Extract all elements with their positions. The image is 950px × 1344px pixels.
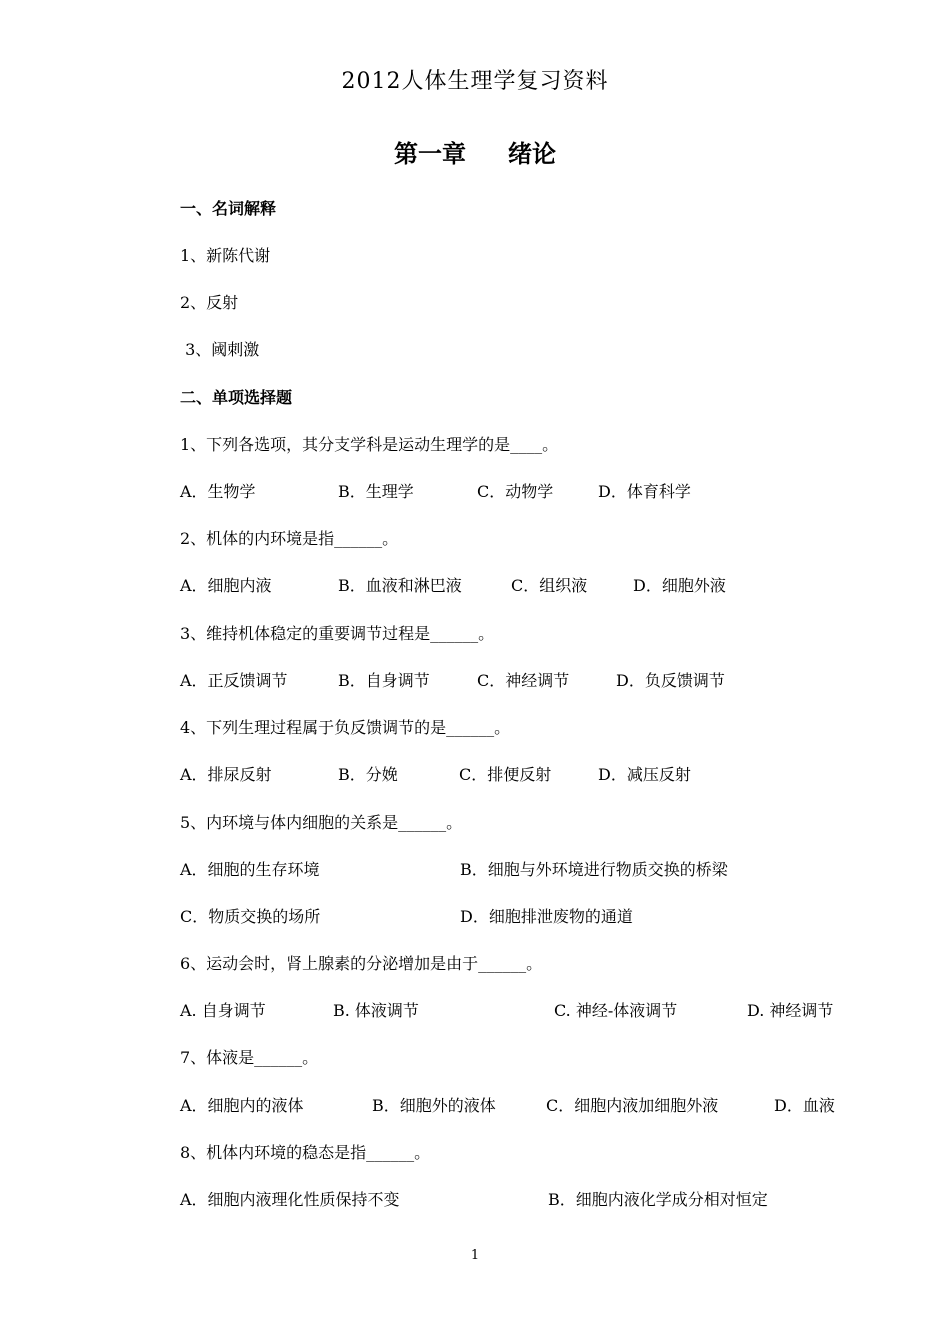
option-d: D．体育科学 xyxy=(598,482,691,501)
page-number: 1 xyxy=(470,1248,480,1263)
option-c: C．细胞内液加细胞外液 xyxy=(546,1096,719,1115)
chapter-heading xyxy=(0,134,950,169)
term-item: 3、阈刺激 xyxy=(180,340,260,359)
chapter-name: 绪论 xyxy=(508,140,556,168)
option-d: D．细胞排泄废物的通道 xyxy=(460,907,633,926)
option-b: B．生理学 xyxy=(338,482,414,501)
term-item: 1、新陈代谢 xyxy=(180,246,271,265)
question-stem: 7、体液是______。 xyxy=(180,1048,319,1067)
option-d: D．负反馈调节 xyxy=(616,671,725,690)
question-stem: 5、内环境与体内细胞的关系是______。 xyxy=(180,813,463,832)
option-c: C．组织液 xyxy=(511,576,588,595)
option-a: A．细胞内的液体 xyxy=(180,1096,304,1115)
question-stem: 1、下列各选项，其分支学科是运动生理学的是____。 xyxy=(180,435,559,454)
question-stem: 2、机体的内环境是指______。 xyxy=(180,529,399,548)
option-d: D. 神经调节 xyxy=(747,1001,834,1020)
question-stem: 8、机体内环境的稳态是指______。 xyxy=(180,1143,431,1162)
terms-heading: 一、名词解释 xyxy=(180,199,277,218)
chapter-number: 第一章 xyxy=(394,140,466,168)
term-item: 2、反射 xyxy=(180,293,239,312)
option-b: B．自身调节 xyxy=(338,671,430,690)
option-b: B．分娩 xyxy=(338,765,398,784)
option-b: B．血液和淋巴液 xyxy=(338,576,462,595)
document-title: 2012人体生理学复习资料 xyxy=(341,69,609,94)
mc-heading: 二、单项选择题 xyxy=(180,388,293,407)
option-a: A．正反馈调节 xyxy=(180,671,288,690)
option-d: D．血液 xyxy=(774,1096,835,1115)
option-c: C．动物学 xyxy=(477,482,554,501)
option-a: A．细胞内液理化性质保持不变 xyxy=(180,1190,400,1209)
option-a: A．生物学 xyxy=(180,482,256,501)
question-stem: 4、下列生理过程属于负反馈调节的是______。 xyxy=(180,718,511,737)
option-a: A．排尿反射 xyxy=(180,765,272,784)
option-b: B．细胞与外环境进行物质交换的桥梁 xyxy=(460,860,728,879)
option-b: B．细胞外的液体 xyxy=(372,1096,496,1115)
option-c: C. 神经-体液调节 xyxy=(554,1001,678,1020)
option-a: A．细胞内液 xyxy=(180,576,272,595)
option-c: C．排便反射 xyxy=(459,765,552,784)
question-stem: 6、运动会时，肾上腺素的分泌增加是由于______。 xyxy=(180,954,543,973)
option-c: C．物质交换的场所 xyxy=(180,907,321,926)
option-d: D．减压反射 xyxy=(598,765,691,784)
option-d: D．细胞外液 xyxy=(633,576,726,595)
option-a: A. 自身调节 xyxy=(180,1001,266,1020)
option-b: B. 体液调节 xyxy=(333,1001,419,1020)
option-b: B．细胞内液化学成分相对恒定 xyxy=(548,1190,768,1209)
option-a: A．细胞的生存环境 xyxy=(180,860,320,879)
option-c: C．神经调节 xyxy=(477,671,570,690)
question-stem: 3、维持机体稳定的重要调节过程是______。 xyxy=(180,624,495,643)
